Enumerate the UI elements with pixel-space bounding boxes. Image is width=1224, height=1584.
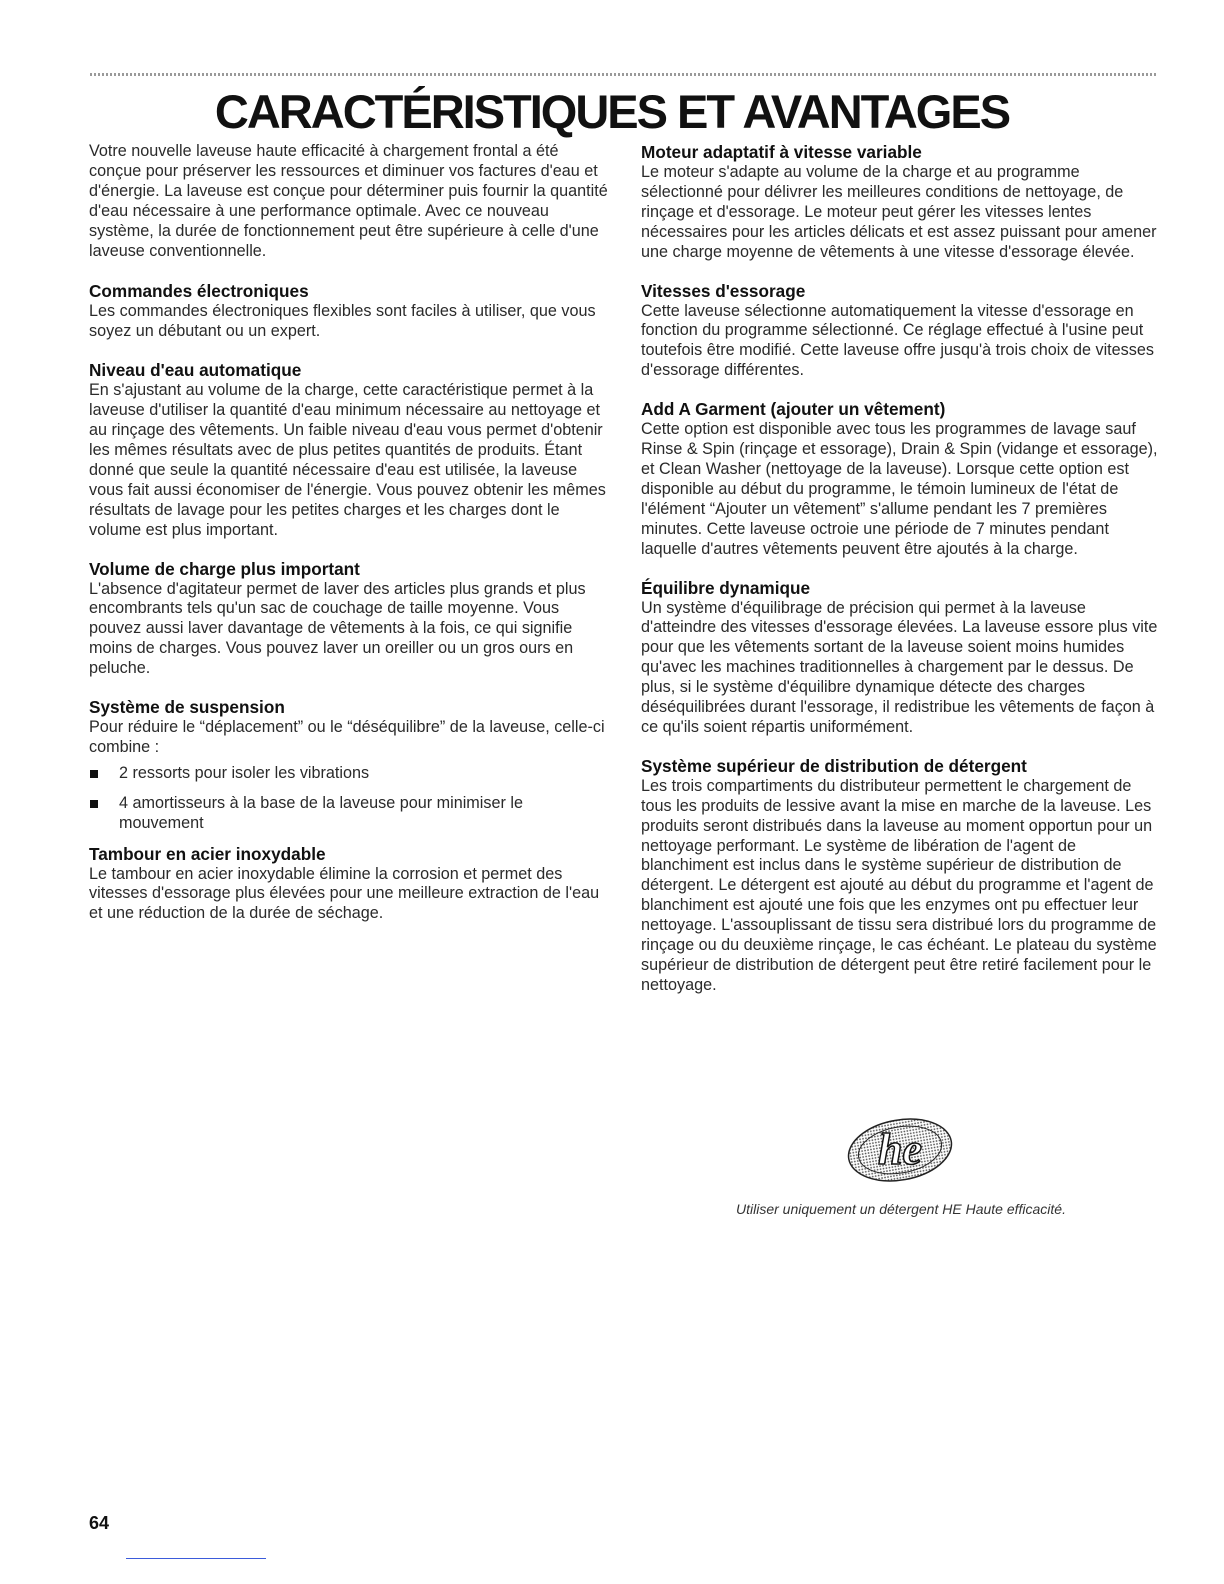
section-body: Les trois compartiments du distributeur permettent le chargement de tous les produits de lessive avant la mise en marche de la laveuse. Les produits seront distribués dans la laveuse au moment opportun pour un nettoyage performant. Le système de libération de l'agent de blanchiment est inclus dans le système supérieur de distribution de détergent. Le détergent est ajouté au début du programme et l'agent de blanchiment est ajouté une fois que les enzymes ont pu effectuer leur nettoyage. L'assouplissant de tissu sera distribué lors du programme de rinçage ou du deuxième rinçage, le cas échéant. Le plateau du système supérieur de distribution de détergent peut être retiré facilement pour le nettoyage. [641,776,1157,994]
section-body: Les commandes électroniques flexibles sont faciles à utiliser, que vous soyez un débutant ou un expert. [89,302,596,341]
top-dotted-rule [90,73,1158,76]
section-vitesses [641,281,1161,382]
list-item-text: 4 amortisseurs à la base de la laveuse pour minimiser le mouvement [119,793,523,832]
list-item [89,794,609,834]
section-equilibre [641,578,1161,738]
list-item-text: 2 ressorts pour isoler les vibrations [119,763,370,782]
suspension-bullet-list [89,764,609,834]
section-body: Cette laveuse sélectionne automatiquement la vitesse d'essorage en fonction du programme sélectionné. Ce réglage effectué à l'usine peut toutefois être modifié. Cette laveuse offre jusqu'à trois choix de vitesses d'essorage différentes. [641,301,1154,380]
section-tambour [89,844,609,925]
section-body: Le moteur s'adapte au volume de la charge et au programme sélectionné pour délivrer les meilleures conditions de nettoyage, de rinçage et d'essorage. Le moteur peut gérer les vitesses lentes nécessaires pour les articles délicats et est assez puissant pour amener une charge moyenne de vêtements à une vitesse d'essorage élevée. [641,163,1157,261]
section-body: Cette option est disponible avec tous les programmes de lavage sauf Rinse & Spin (rinçage et essorage), Drain & Spin (vidange et essorage), et Clean Washer (nettoyage de la laveuse). Lorsque cette option est disponible au début du programme, le témoin lumineux de l'état de l'élément “Ajouter un vêtement” s'allume pendant les 7 premières minutes. Cette laveuse octroie une période de 7 minutes pendant laquelle d'autres vêtements peuvent être ajoutés à la charge. [641,420,1158,558]
section-body: En s'ajustant au volume de la charge, cette caractéristique permet à la laveuse d'utiliser la quantité d'eau minimum nécessaire au nettoyage et au rinçage des vêtements. Un faible niveau d'eau vous permet d'obtenir les mêmes résultats avec de plus petites quantités de produits. Étant donné que seule la quantité nécessaire d'eau est utilisée, la laveuse vous fait aussi économiser de l'énergie. Vous pouvez obtenir les mêmes résultats de lavage pour les petites charges et les charges dont le volume est plus important. [89,381,606,539]
intro-paragraph: Votre nouvelle laveuse haute efficacité à chargement frontal a été conçue pour préserver les ressources et diminuer vos factures d'eau et d'énergie. La laveuse est conçue pour déterminer puis fournir la quantité d'eau nécessaire à une performance optimale. Avec ce nouveau système, la durée de fonctionnement peut être supérieure à celle d'une laveuse conventionnelle. [89,142,608,260]
section-heading: Volume de charge plus important [89,558,360,579]
section-niveau [89,360,609,540]
section-moteur [641,142,1161,263]
section-distribution [641,756,1161,996]
logo-text: he [878,1125,922,1174]
section-volume [89,559,609,680]
section-add-a-garment [641,399,1161,559]
right-column [641,142,1161,996]
page-title: CARACTÉRISTIQUES ET AVANTAGES [214,85,1010,138]
section-body: Le tambour en acier inoxydable élimine la corrosion et permet des vitesses d'essorage plus élevées pour une meilleure extraction de l'eau et une réduction de la durée de séchage. [89,864,600,923]
logo-caption: Utiliser uniquement un détergent HE Haute efficacité. [736,1201,1066,1217]
section-body: Pour réduire le “déplacement” ou le “déséquilibre” de la laveuse, celle-ci combine : [89,718,605,756]
section-heading: Add A Garment (ajouter un vêtement) [641,399,946,420]
section-body: Un système d'équilibrage de précision qui permet à la laveuse d'atteindre des vitesses d'essorage élevées. La laveuse essore plus vite pour que les vêtements sortant de la laveuse soient moins humides qu'avec les machines traditionnelles à chargement par le dessus. De plus, si le système d'équilibre dynamique détecte des charges déséquilibrées durant l'essorage, il redistribue les vêtements de façon à ce qu'ils soient répartis uniformément. [641,598,1158,736]
section-heading: Commandes électroniques [89,281,309,302]
section-heading: Vitesses d'essorage [641,280,806,301]
section-suspension [89,697,609,834]
section-heading: Système supérieur de distribution de détergent [641,755,1027,776]
section-heading: Tambour en acier inoxydable [89,843,326,864]
section-heading: Niveau d'eau automatique [89,360,302,381]
section-heading: Système de suspension [89,697,285,718]
square-bullet-icon [90,770,98,778]
section-commandes [89,281,609,342]
page-number: 64 [89,1513,110,1533]
list-item [89,764,609,784]
section-body: L'absence d'agitateur permet de laver des articles plus grands et plus encombrants tels qu'un sac de couchage de taille moyenne. Vous pouvez aussi laver davantage de vêtements à la fois, ce qui signifie moins de charges. Vous pouvez laver un oreiller ou un gros ours en peluche. [89,579,586,678]
left-column [89,142,609,924]
he-logo [840,1110,960,1190]
bottom-link-underline [126,1558,266,1559]
square-bullet-icon [90,800,98,808]
section-heading: Équilibre dynamique [641,577,811,598]
he-logo-icon [840,1110,960,1190]
section-heading: Moteur adaptatif à vitesse variable [641,142,922,162]
